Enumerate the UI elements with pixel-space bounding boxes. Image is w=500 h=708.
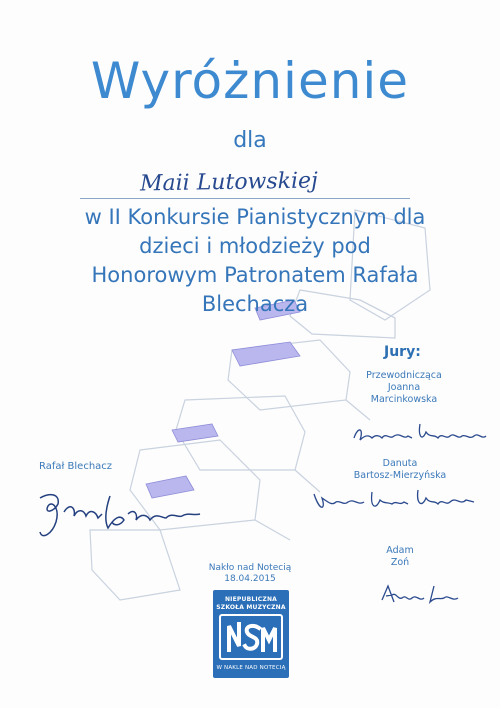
signature-member-3 [378, 580, 468, 608]
jury-member-3-last-name: Zoń [390, 557, 410, 568]
patron-label: Rafał Blechacz [39, 461, 113, 472]
award-description [40, 203, 470, 319]
jury-label: Jury: [384, 344, 421, 360]
place-and-date [180, 563, 320, 585]
school-logo [213, 590, 289, 678]
jury-chair-role: Przewodnicząca [366, 370, 442, 381]
jury-chair [344, 370, 464, 406]
jury-chair-first-name: Joanna [387, 382, 421, 393]
logo-nsm-mark [219, 614, 283, 660]
recipient-name: Maii Lutowskiej [139, 168, 319, 197]
logo-line-1: NIEPUBLICZNA [224, 596, 278, 603]
signature-member-2 [310, 482, 480, 518]
description-line: w II Konkursie Pianistycznym dla [84, 205, 426, 229]
logo-line-2: SZKOŁA MUZYCZNA [216, 604, 286, 611]
jury-chair-last-name: Marcinkowska [370, 394, 438, 405]
signature-patron [30, 478, 205, 548]
jury-member-3-first-name: Adam [386, 545, 414, 556]
description-line: Blechacza [201, 292, 309, 316]
place: Nakło nad Notecią [208, 563, 292, 573]
logo-line-3: W NAKLE NAD NOTECIĄ [216, 665, 286, 671]
certificate-title: Wyróżnienie [90, 52, 410, 110]
date: 18.04.2015 [224, 574, 276, 584]
jury-member-2-first-name: Danuta [382, 458, 418, 469]
jury-member-2-last-name: Bartosz-Mierzyńska [353, 470, 447, 481]
description-line: dzieci i młodzieży pod [139, 234, 371, 258]
jury-member-2 [340, 458, 460, 482]
recipient-line [80, 168, 410, 199]
logo-mark-graphic [221, 616, 281, 658]
jury-member-3 [360, 545, 440, 569]
for-label: dla [233, 128, 267, 153]
signature-chair [350, 418, 490, 452]
description-line: Honorowym Patronatem Rafała [91, 263, 419, 287]
